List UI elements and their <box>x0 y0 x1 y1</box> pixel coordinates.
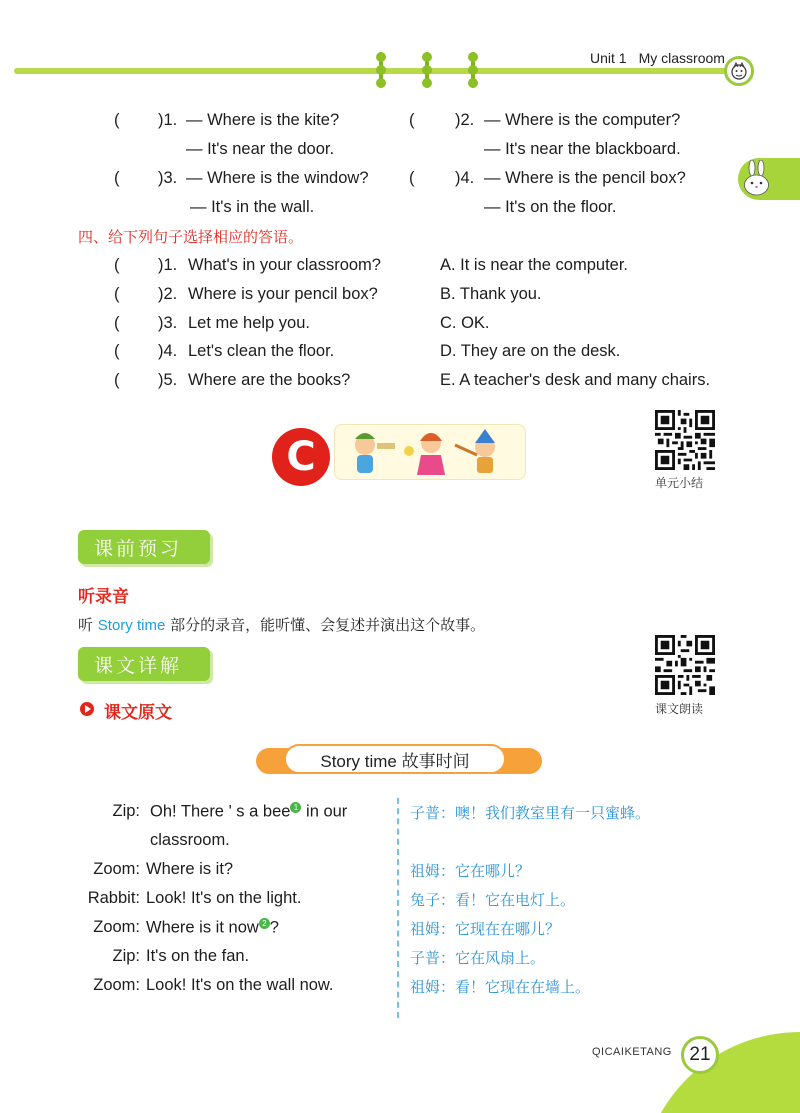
question-text: — Where is the computer? <box>484 111 681 129</box>
preview-tag: 课前预习 <box>78 530 210 564</box>
item-number: )1. <box>158 256 178 274</box>
answer-blank-open: ( <box>114 314 120 332</box>
qr-code-icon[interactable] <box>655 410 715 470</box>
exercise-four-title: 四、给下列句子选择相应的答语。 <box>78 228 304 246</box>
question-text: — Where is the pencil box? <box>484 169 686 187</box>
item-number: )2. <box>455 111 475 129</box>
answer-text: — It's on the floor. <box>484 198 617 216</box>
lesson-tag: 课文详解 <box>78 647 210 681</box>
binder-ring <box>376 52 386 88</box>
question-text: — Where is the kite? <box>186 111 340 129</box>
item-number: )1. <box>158 111 178 129</box>
item-number: )4. <box>158 342 178 360</box>
qr-code-icon[interactable] <box>655 635 715 695</box>
dialogue-text: Where is it now <box>146 918 259 937</box>
dialogue-text: ? <box>269 918 279 937</box>
question-text: Where is your pencil box? <box>188 285 378 303</box>
qr-caption: 单元小结 <box>655 476 704 490</box>
column-divider <box>397 798 399 1018</box>
answer-blank-open: ( <box>409 169 415 187</box>
answer-blank-open: ( <box>114 111 120 129</box>
answer-text: — It's in the wall. <box>190 198 315 216</box>
brand-label: QICAIKETANG <box>592 1046 672 1058</box>
answer-blank-open: ( <box>114 169 120 187</box>
answer-option: B. Thank you. <box>440 285 542 303</box>
speaker-label: Rabbit: <box>87 889 140 907</box>
play-icon <box>80 702 94 716</box>
question-text: What's in your classroom? <box>188 256 381 274</box>
corner-decoration <box>640 1032 800 1113</box>
dialogue-line: Look! It's on the light. <box>146 889 302 907</box>
preview-instructions <box>78 614 485 635</box>
cartoon-kids-illustration <box>334 424 526 480</box>
item-number: )5. <box>158 371 178 389</box>
part-c-badge: C <box>272 428 330 486</box>
dialogue-line <box>150 802 347 822</box>
item-number: )3. <box>158 169 178 187</box>
dialogue-text: Oh! There ' s a bee <box>150 802 291 821</box>
intro-text-end: 部分的录音，能听懂、会复述并演出这个故事。 <box>165 616 486 634</box>
dialogue-line: It's on the fan. <box>146 947 250 965</box>
speaker-label: Zoom: <box>93 918 140 936</box>
intro-text-start: 听 <box>78 616 98 634</box>
answer-blank-open: ( <box>409 111 415 129</box>
answer-text: — It's near the door. <box>186 140 335 158</box>
dialogue-line <box>146 918 279 938</box>
page-number: 21 <box>681 1036 719 1074</box>
listen-heading: 听录音 <box>78 587 129 607</box>
dialogue-line: Where is it? <box>146 860 234 878</box>
bunny-icon <box>740 160 774 198</box>
mascot-badge-icon <box>724 56 754 86</box>
side-tab <box>738 158 800 200</box>
translation-line: 祖姆：它在哪儿？ <box>410 862 531 880</box>
footnote-marker: 2 <box>259 918 270 929</box>
answer-option: A. It is near the computer. <box>440 256 629 274</box>
answer-option: C. OK. <box>440 314 490 332</box>
story-banner-title: Story time 故事时间 <box>284 744 506 774</box>
qr-caption: 课文朗读 <box>655 702 704 716</box>
answer-text: — It's near the blackboard. <box>484 140 681 158</box>
translation-line: 子普：它在风扇上。 <box>410 949 546 967</box>
binder-ring <box>422 52 432 88</box>
answer-blank-open: ( <box>114 256 120 274</box>
answer-option: E. A teacher's desk and many chairs. <box>440 371 711 389</box>
question-text: Where are the books? <box>188 371 351 389</box>
original-text-heading: 课文原文 <box>104 703 172 723</box>
question-text: Let me help you. <box>188 314 310 332</box>
translation-line: 兔子：看！它在电灯上。 <box>410 891 576 909</box>
speaker-label: Zoom: <box>93 976 140 994</box>
question-text: — Where is the window? <box>186 169 369 187</box>
running-header <box>590 50 725 66</box>
dialogue-line: classroom. <box>150 831 230 849</box>
answer-blank-open: ( <box>114 285 120 303</box>
answer-blank-open: ( <box>114 342 120 360</box>
translation-line: 祖姆：它现在在哪儿？ <box>410 920 561 938</box>
unit-title: My classroom <box>638 50 725 66</box>
answer-option: D. They are on the desk. <box>440 342 621 360</box>
story-time-highlight: Story time <box>97 617 166 634</box>
binder-ring <box>468 52 478 88</box>
item-number: )2. <box>158 285 178 303</box>
question-text: Let's clean the floor. <box>188 342 335 360</box>
unit-label: Unit 1 <box>590 50 627 66</box>
dialogue-line: Look! It's on the wall now. <box>146 976 334 994</box>
answer-blank-open: ( <box>114 371 120 389</box>
speaker-label: Zoom: <box>93 860 140 878</box>
footnote-marker: 1 <box>290 802 301 813</box>
speaker-label: Zip: <box>112 802 140 820</box>
item-number: )3. <box>158 314 178 332</box>
speaker-label: Zip: <box>112 947 140 965</box>
translation-line: 子普：噢！我们教室里有一只蜜蜂。 <box>410 804 651 822</box>
dialogue-text: in our <box>301 802 348 821</box>
item-number: )4. <box>455 169 475 187</box>
translation-line: 祖姆：看！它现在在墙上。 <box>410 978 591 996</box>
header-rule <box>14 68 732 74</box>
